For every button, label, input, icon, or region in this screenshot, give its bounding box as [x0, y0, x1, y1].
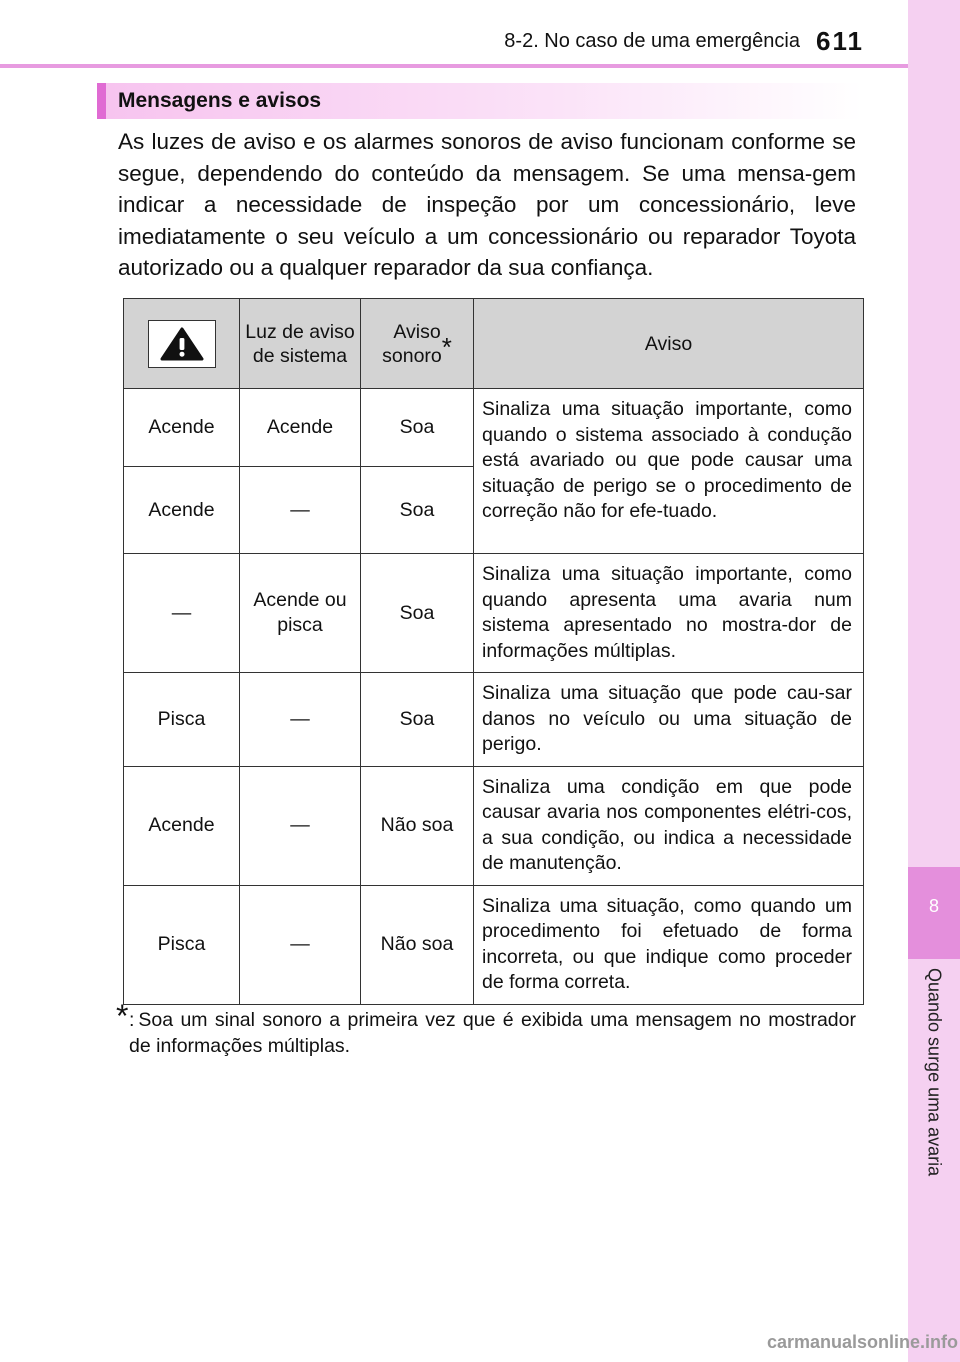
system-cell: —	[240, 673, 361, 767]
running-header: 8-2. No caso de uma emergência	[504, 30, 800, 52]
master-cell: Acende	[124, 467, 240, 554]
warning-cell: Sinaliza uma situação, como quando um procedimento foi efetuado de forma incorreta, ou que indique como proceder de forma correta.	[474, 885, 864, 1004]
header-system-light: Luz de aviso de sistema	[240, 299, 361, 389]
master-cell: Pisca	[124, 885, 240, 1004]
buzzer-cell: Não soa	[361, 766, 474, 885]
system-cell: Acende ou pisca	[240, 554, 361, 673]
master-cell: —	[124, 554, 240, 673]
table-header-row	[124, 299, 864, 389]
table-row	[124, 673, 864, 767]
system-cell: —	[240, 885, 361, 1004]
master-cell: Acende	[124, 389, 240, 467]
master-cell: Acende	[124, 766, 240, 885]
buzzer-cell: Soa	[361, 467, 474, 554]
warning-cell: Sinaliza uma situação importante, como quando apresenta uma avaria num sistema apresentado no mostra-dor de informações múltiplas.	[474, 554, 864, 673]
footnote-mark: *	[116, 998, 129, 1034]
table-row	[124, 554, 864, 673]
footnote-body: Soa um sinal sonoro a primeira vez que é exibida uma mensagem no mostrador de informações múltiplas.	[129, 1009, 856, 1057]
warning-cell: Sinaliza uma situação importante, como quando o sistema associado à condução está avariado ou que pode causar uma situação de perigo se o procedimento de correção não for efe-tuado.	[474, 389, 864, 554]
buzzer-cell: Soa	[361, 554, 474, 673]
buzzer-cell: Não soa	[361, 885, 474, 1004]
warning-cell: Sinaliza uma condição em que pode causar avaria nos componentes elétri-cos, a sua condição, ou indica a necessidade de manutenção.	[474, 766, 864, 885]
footnote-separator: :	[129, 1009, 135, 1031]
buzzer-cell: Soa	[361, 673, 474, 767]
page-number: 611	[816, 26, 864, 56]
warning-table	[123, 298, 864, 1005]
warning-cell: Sinaliza uma situação que pode cau-sar danos no veículo ou uma situação de perigo.	[474, 673, 864, 767]
header-rule	[0, 64, 960, 68]
system-cell: —	[240, 766, 361, 885]
buzzer-footnote-mark: *	[441, 331, 452, 362]
master-warning-icon	[148, 320, 216, 368]
header-warning: Aviso	[474, 299, 864, 389]
master-cell: Pisca	[124, 673, 240, 767]
header-buzzer: Aviso sonoro*	[361, 299, 474, 389]
chapter-number: 8	[928, 896, 939, 916]
footnote-text	[129, 1008, 856, 1059]
watermark: carmanualsonline.info	[766, 1332, 958, 1352]
header-master-warning	[124, 299, 240, 389]
buzzer-cell: Soa	[361, 389, 474, 467]
warning-triangle-icon	[159, 326, 205, 362]
intro-paragraph: As luzes de aviso e os alarmes sonoros de aviso funcionam conforme se segue, dependendo do conteúdo da mensagem. Se uma mensa-gem indicar a necessidade de inspeção por um concessionário, leve imediatamente o seu veículo a um concessionário ou reparador Toyota autorizado ou a qualquer reparador da sua confiança.	[118, 129, 856, 280]
system-cell: Acende	[240, 389, 361, 467]
table-row	[124, 389, 864, 467]
section-heading: Mensagens e avisos	[97, 83, 862, 119]
system-cell: —	[240, 467, 361, 554]
table-row	[124, 885, 864, 1004]
chapter-label: Quando surge uma avaria	[924, 968, 945, 1177]
table-row	[124, 766, 864, 885]
